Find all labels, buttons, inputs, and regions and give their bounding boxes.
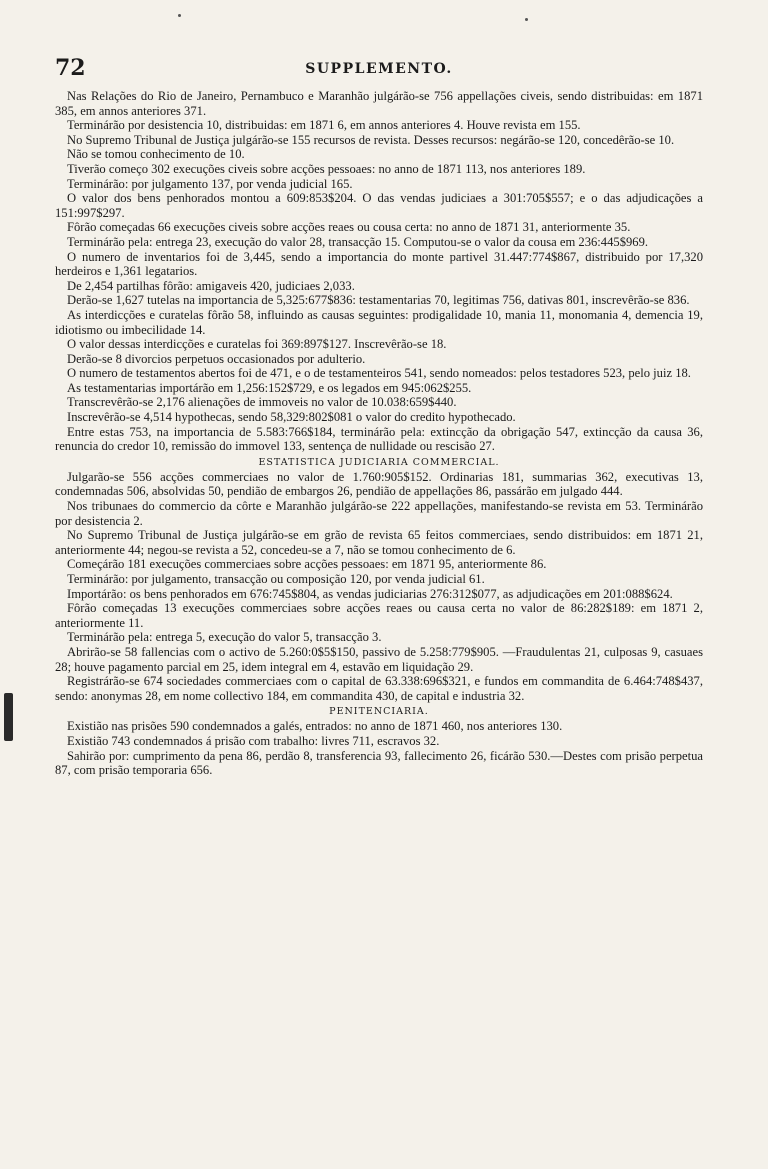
paragraph: No Supremo Tribunal de Justiça julgárão-se 155 recursos de revista. Desses recursos: negárão-se 120, concedêrão-se 10. xyxy=(67,132,675,147)
section-civil-statistics xyxy=(55,89,703,454)
running-title: SUPPLEMENTO. xyxy=(305,61,453,77)
paragraph: Entre estas 753, na importancia de 5.583:766$184, terminárão pela: extincção da obrigação 547, extincção da causa 36, renuncia do credor 10, remissão do immovel 133, sentença de nullidade ou rescisão 27. xyxy=(55,424,703,454)
paragraph: Nos tribunaes do commercio da côrte e Maranhão julgárão-se 222 appellações, manifestando-se revista em 53. Terminárão por desistencia 2. xyxy=(55,499,703,528)
paragraph: Julgarão-se 556 acções commerciaes no valor de 1.760:905$152. Ordinarias 181, summarias 362, executivas 13, condemnadas 506, absolvidas 50, pendião de embargos 26, pendião de appellações 86, passárão em julgado 444. xyxy=(55,469,703,499)
paragraph: Começárão 181 execuções commerciaes sobre acções pessoaes: em 1871 95, anteriormente 86. xyxy=(67,557,547,572)
section-penitentiary-statistics xyxy=(55,719,703,777)
margin-ink-mark xyxy=(4,693,13,741)
paragraph: Derão-se 8 divorcios perpetuos occasionados por adulterio. xyxy=(67,351,366,366)
section-commercial-statistics xyxy=(55,470,703,704)
paragraph: Fôrão começadas 66 execuções civeis sobre acções reaes ou cousa certa: no anno de 1871 31, anteriormente 35. xyxy=(67,220,631,235)
print-speck xyxy=(525,18,528,21)
paragraph: O numero de testamentos abertos foi de 471, e o de testamenteiros 541, sendo nomeados: pelos testadores 523, pelo juiz 18. xyxy=(67,366,691,381)
paragraph: O valor dessas interdicções e curatelas foi 369:897$127. Inscrevêrão-se 18. xyxy=(67,337,447,352)
section-heading-commercial: ESTATISTICA JUDICIARIA COMMERCIAL. xyxy=(258,456,500,468)
paragraph: Nas Relações do Rio de Janeiro, Pernambuco e Maranhão julgárão-se 756 appellações civeis, sendo distribuidas: em 1871 385, em annos anteriores 371. xyxy=(55,89,703,118)
paragraph: Terminárão: por julgamento, transacção ou composição 120, por venda judicial 61. xyxy=(67,572,485,586)
paragraph: As interdicções e curatelas fôrão 58, influindo as causas seguintes: prodigalidade 10, mania 11, monomania 4, demencia 19, idiotismo ou imbecilidade 14. xyxy=(55,307,703,337)
paragraph: Existião 743 condemnados á prisão com trabalho: livres 711, escravos 32. xyxy=(67,733,440,748)
paragraph: Terminárão pela: entrega 23, execução do valor 28, transacção 15. Computou-se o valor da cousa em 236:445$969. xyxy=(67,234,649,249)
page-body xyxy=(55,55,703,778)
paragraph: Terminárão pela: entrega 5, execução do valor 5, transacção 3. xyxy=(67,630,382,645)
paragraph: O valor dos bens penhorados montou a 609:853$204. O das vendas judiciaes a 301:705$557; e o das adjudicações a 151:997$297. xyxy=(55,191,703,220)
paragraph: Importárão: os bens penhorados em 676:745$804, as vendas judiciarias 276:312$077, as adjudicações em 201:088$624. xyxy=(67,586,673,601)
page-header xyxy=(55,55,703,85)
paragraph: Não se tomou conhecimento de 10. xyxy=(67,147,245,162)
paragraph: Sahirão por: cumprimento da pena 86, perdão 8, transferencia 93, fallecimento 26, ficárão 530.—Destes com prisão perpetua 87, com prisão temporaria 656. xyxy=(55,748,703,778)
paragraph: Transcrevêrão-se 2,176 alienações de immoveis no valor de 10.038:659$440. xyxy=(67,395,457,410)
paragraph: Terminárão por desistencia 10, distribuidas: em 1871 6, em annos anteriores 4. Houve revista em 155. xyxy=(67,118,581,133)
paragraph: Derão-se 1,627 tutelas na importancia de 5,325:677$836: testamentarias 70, legitimas 756, dativas 801, inscrevêrão-se 836. xyxy=(67,293,690,308)
paragraph: Existião nas prisões 590 condemnados a galés, entrados: no anno de 1871 460, nos anteriores 130. xyxy=(67,719,563,734)
paragraph: De 2,454 partilhas fôrão: amigaveis 420, judiciaes 2,033. xyxy=(67,278,355,293)
paragraph: O numero de inventarios foi de 3,445, sendo a importancia do monte partivel 31.447:774$867, distribuido por 17,320 herdeiros e 1,361 legatarios. xyxy=(55,249,703,279)
section-heading-penitentiary: PENITENCIARIA. xyxy=(329,706,429,718)
paragraph: Abrirão-se 58 fallencias com o activo de 5.260:0$5$150, passivo de 5.258:779$905. —Fraudulentas 21, culposas 9, casuaes 28; houve pagamento parcial em 25, idem integral em 4, estavão em liquidação 29. xyxy=(55,644,703,674)
print-speck xyxy=(178,14,181,17)
paragraph: As testamentarias importárão em 1,256:152$729, e os legados em 945:062$255. xyxy=(67,380,472,395)
paragraph: No Supremo Tribunal de Justiça julgárão-se em grão de revista 65 feitos commerciaes, sendo distribuidos: em 1871 21, anteriormente 44; negou-se revista a 52, concedeu-se a 7, não se tomou conhecimento de 6. xyxy=(55,528,703,557)
paragraph: Tiverão começo 302 execuções civeis sobre acções pessoaes: no anno de 1871 113, nos anteriores 189. xyxy=(67,161,586,176)
paragraph: Fôrão começadas 13 execuções commerciaes sobre acções reaes ou causa certa no valor de 86:282$189: em 1871 2, anteriormente 11. xyxy=(55,601,703,630)
paragraph: Inscrevêrão-se 4,514 hypothecas, sendo 58,329:802$081 o valor do credito hypothecado. xyxy=(67,410,516,425)
paragraph: Registrárão-se 674 sociedades commerciaes com o capital de 63.338:696$321, e fundos em commandita de 6.464:748$437, sendo: anonymas 28, em nome collectivo 184, em commandita 430, de capital e industria 32. xyxy=(55,674,703,703)
page-number: 72 xyxy=(55,55,86,81)
paragraph: Terminárão: por julgamento 137, por venda judicial 165. xyxy=(67,176,353,191)
